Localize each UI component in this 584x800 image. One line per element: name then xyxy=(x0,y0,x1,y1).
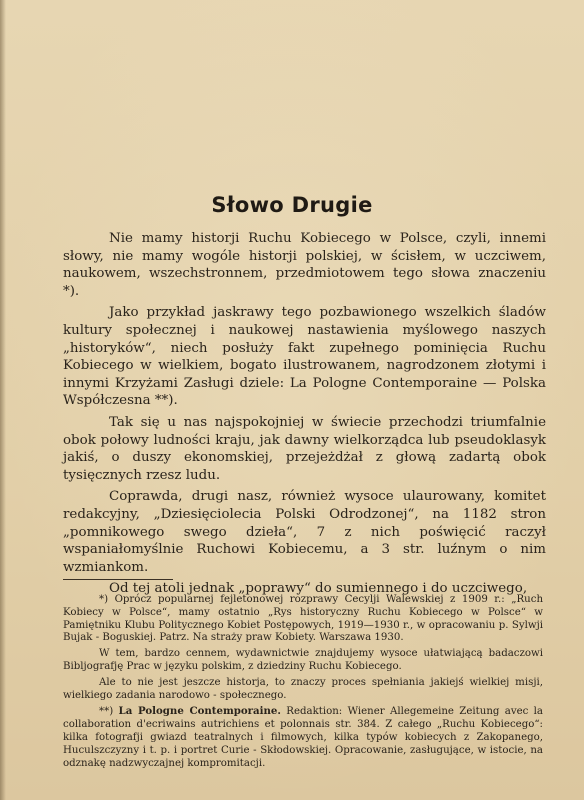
paragraph: Coprawda, drugi nasz, również wysoce ulaurowany, komitet redakcyjny, „Dziesięciolecia Polski Odrodzonej“, na 1182 stron „pomnikowego swego dzieła“, 7 z nich poświęcić raczył wspaniałomyślnie Ruchowi Kobiecemu, a 3 str. luźnym o nim wzmiankom. xyxy=(63,489,546,575)
footnote-2 xyxy=(63,705,543,770)
footnote-text: Redaktion: Wiener Allegemeine Zeitung avec la collaboration d'ecriwains autrichiens et polonnais str. 384. Z całego „Ruchu Kobiecego“: kilka fotografji gwiazd teatralnych i filmowych, kilka typów kobiecych z Zakopanego, Huculszczyzny i t. p. i portret Curie - Skłodowskiej. Opracowanie, zasługujące, w istocie, na odznakę nadzwyczajnej kompromitacji. xyxy=(63,706,543,769)
chapter-title: Słowo Drugie xyxy=(211,193,373,217)
paragraph: Jako przykład jaskrawy tego pozbawionego wszelkich śladów kultury społecznej i naukowej nastawienia myślowego naszych „historyków“, niech posłuży fakt zupełnego pominięcia Ruchu Kobiecego w wielkiem, bogato ilustrowanem, nagrodzonem złotymi i innymi Krzyżami Zasługi dziele: La Pologne Contemporaine — Polska Współczesna **). xyxy=(63,305,546,409)
footnotes xyxy=(63,594,543,773)
footnote: W tem, bardzo cennem, wydawnictwie znajdujemy wysoce ułatwiającą badaczowi Bibljografję Prac w języku polskim, z dziedziny Ruchu Kobiecego. xyxy=(63,648,543,672)
footnote: *) Oprócz popularnej fejletonowej rozprawy Cecylji Walewskiej z 1909 r.: „Ruch Kobiecy w Polsce“, mamy ostatnio „Rys historyczny Ruchu Kobiecego w Polsce“ w Pamiętniku Klubu Politycznego Kobiet Postępowych, 1919—1930 r., w opracowaniu p. Sylwji Bujak - Boguskiej. Patrz. Na straży praw Kobiety. Warszawa 1930. xyxy=(63,594,543,644)
main-text xyxy=(63,230,546,598)
footnote: Ale to nie jest jeszcze historja, to znaczy proces spełniania jakiejś wielkiej misji, wielkiego zadania narodowo - społecznego. xyxy=(63,676,543,701)
paragraph: Od tej atoli jednak „poprawy“ do sumiennego i do uczciwego, xyxy=(109,581,528,597)
page-edge-shadow xyxy=(0,0,6,800)
footnote-marker: **) xyxy=(99,706,114,718)
paragraph: Tak się u nas najspokojniej w świecie przechodzi triumfalnie obok połowy ludności kraju, jak dawny wielkorządca lub pseudoklasyk jakiś, o duszy ekonomskiej, przejeżdżał z głową zadartą obok tysięcznych rzesz ludu. xyxy=(63,414,546,483)
footnote-separator xyxy=(63,579,173,580)
footnote-title: La Pologne Contemporaine. xyxy=(118,705,281,718)
paragraph: Nie mamy historji Ruchu Kobiecego w Polsce, czyli, innemi słowy, nie mamy wogóle historji polskiej, w ścisłem, w uczciwem, naukowem, wszechstronnem, przedmiotowem tego słowa znaczeniu *). xyxy=(63,231,546,299)
